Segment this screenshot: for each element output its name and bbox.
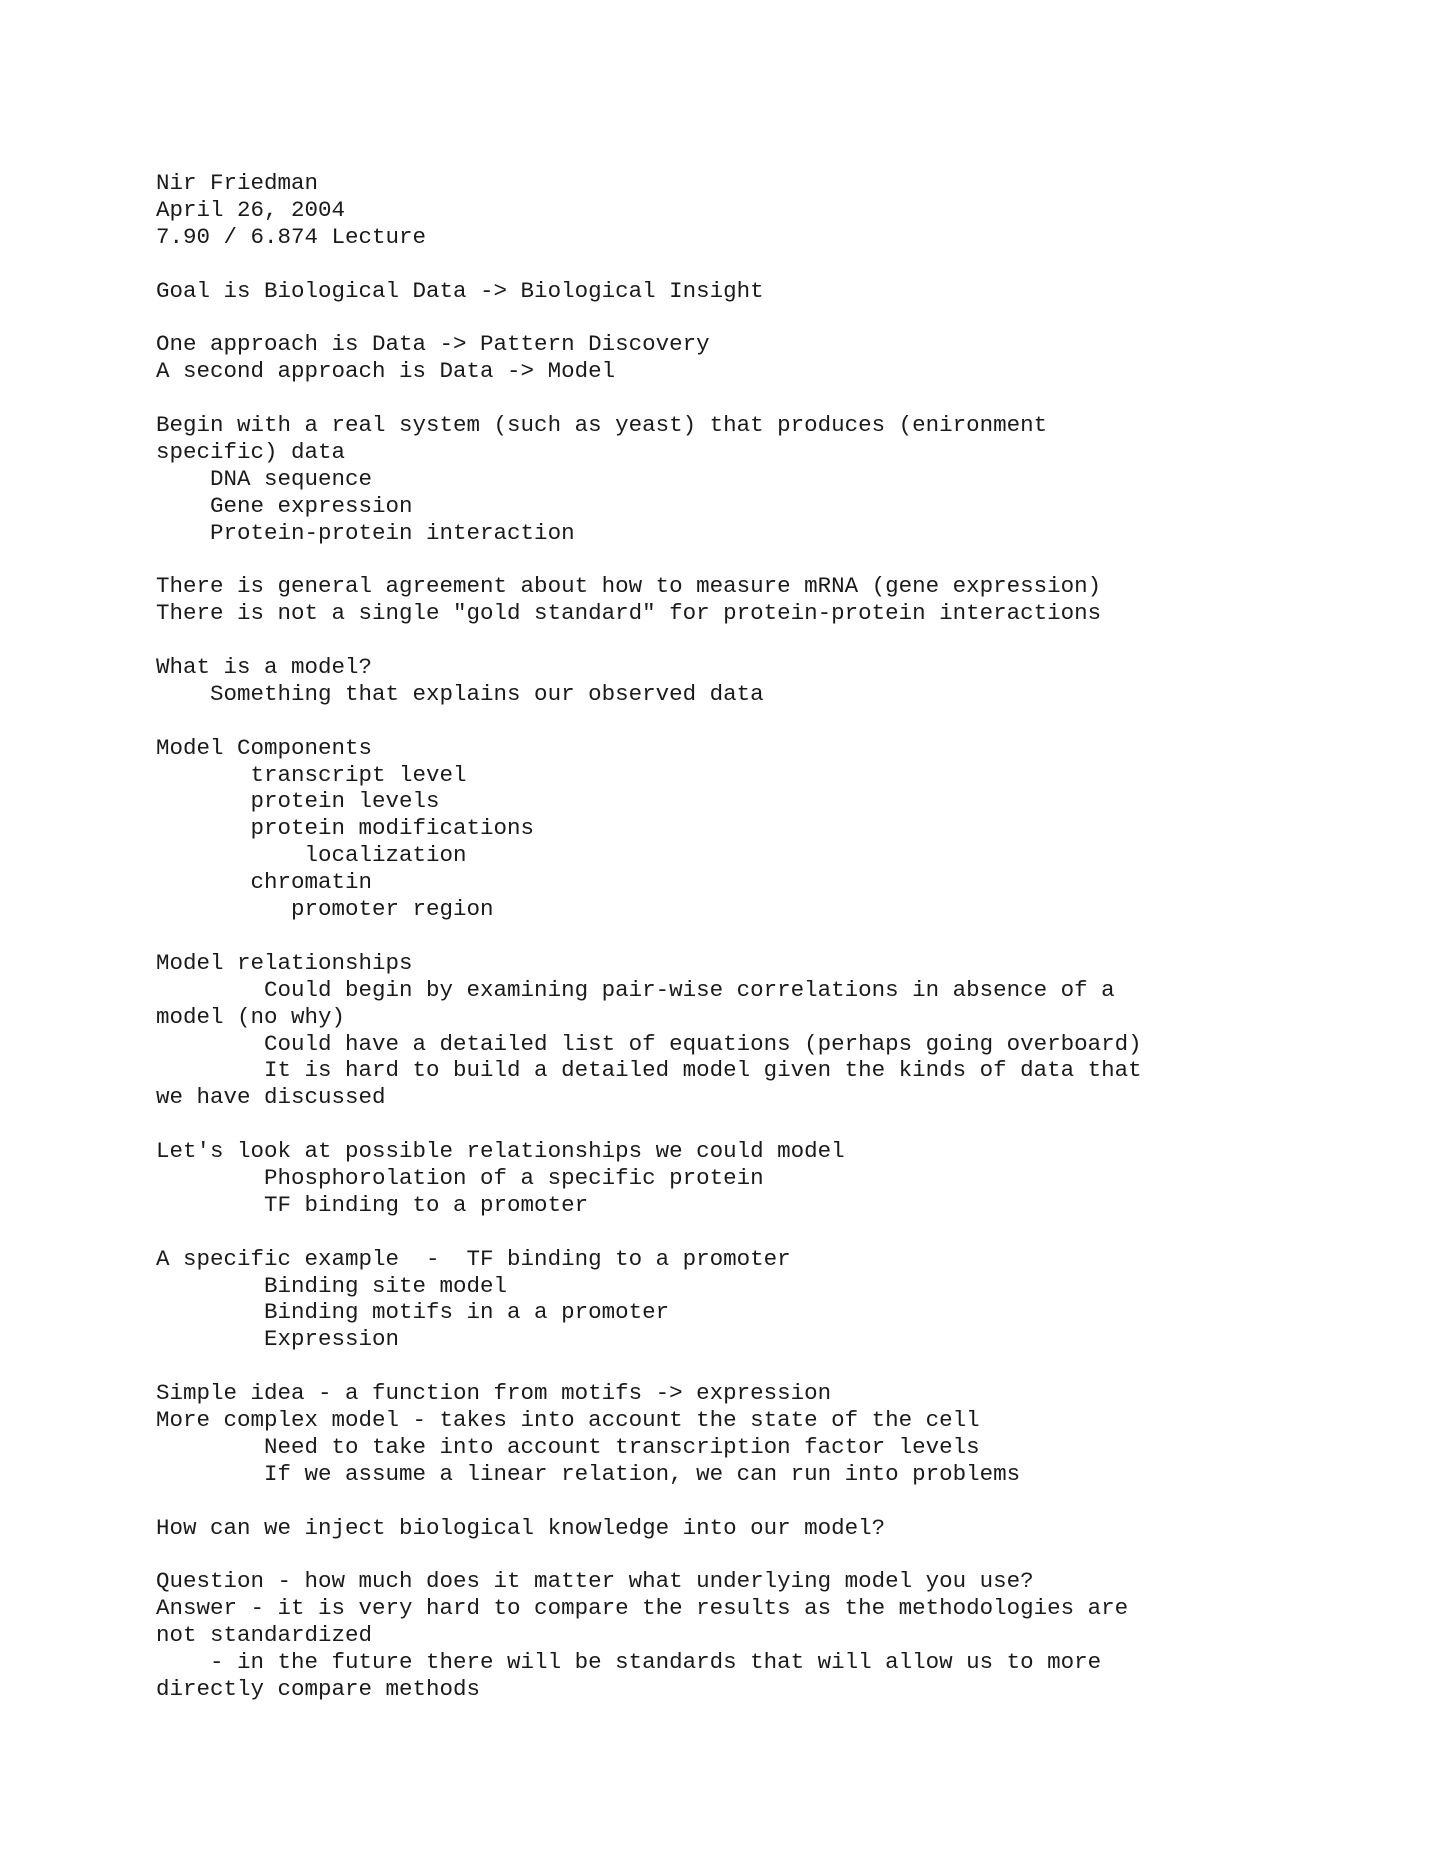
answer-line: - in the future there will be standards that will allow us to more	[156, 1648, 1102, 1675]
answer-line: directly compare methods	[156, 1675, 481, 1702]
component-item: localization	[156, 842, 467, 869]
spacer	[156, 708, 1396, 735]
component-item: promoter region	[156, 896, 494, 923]
simple-idea-line: Simple idea - a function from motifs -> expression	[156, 1380, 832, 1407]
component-item: protein levels	[156, 788, 440, 815]
complex-model-line: More complex model - takes into account the state of the cell	[156, 1406, 980, 1433]
model-question-line: What is a model?	[156, 654, 373, 681]
relationships-heading: Model relationships	[156, 949, 413, 976]
complex-model-item: Need to take into account transcription factor levels	[156, 1433, 980, 1460]
complex-model-item: If we assume a linear relation, we can run into problems	[156, 1460, 1021, 1487]
example-item: Expression	[156, 1326, 400, 1353]
goal-line: Goal is Biological Data -> Biological Insight	[156, 277, 764, 304]
relationship-line: Could begin by examining pair-wise correlations in absence of a	[156, 976, 1115, 1003]
spacer	[156, 1353, 1396, 1380]
agreement-line: There is not a single "gold standard" for protein-protein interactions	[156, 600, 1102, 627]
relationship-line: model (no why)	[156, 1003, 346, 1030]
lecture-notes-page	[156, 170, 1396, 1703]
real-system-line: specific) data	[156, 438, 346, 465]
approach-line: A second approach is Data -> Model	[156, 358, 616, 385]
data-type-item: Protein-protein interaction	[156, 519, 575, 546]
spacer	[156, 627, 1396, 654]
model-answer-line: Something that explains our observed data	[156, 680, 764, 707]
spacer	[156, 1219, 1396, 1246]
date-line: April 26, 2004	[156, 196, 346, 223]
author-line: Nir Friedman	[156, 170, 319, 196]
real-system-line: Begin with a real system (such as yeast) that produces (enironment	[156, 412, 1048, 439]
spacer	[156, 923, 1396, 950]
agreement-line: There is general agreement about how to measure mRNA (gene expression)	[156, 573, 1102, 600]
spacer	[156, 1111, 1396, 1138]
question-line: Question - how much does it matter what underlying model you use?	[156, 1568, 1034, 1595]
approach-line: One approach is Data -> Pattern Discovery	[156, 331, 710, 358]
components-heading: Model Components	[156, 734, 373, 761]
component-item: protein modifications	[156, 815, 535, 842]
component-item: transcript level	[156, 761, 467, 788]
spacer	[156, 1488, 1396, 1515]
component-item: chromatin	[156, 869, 373, 896]
example-item: Binding site model	[156, 1272, 508, 1299]
data-type-item: Gene expression	[156, 492, 413, 519]
spacer	[156, 385, 1396, 412]
inject-knowledge-line: How can we inject biological knowledge into our model?	[156, 1514, 886, 1541]
relationship-line: It is hard to build a detailed model given the kinds of data that	[156, 1057, 1142, 1084]
possible-relationships-heading: Let's look at possible relationships we could model	[156, 1138, 845, 1165]
data-type-item: DNA sequence	[156, 465, 373, 492]
answer-line: not standardized	[156, 1622, 373, 1649]
spacer	[156, 546, 1396, 573]
course-line: 7.90 / 6.874 Lecture	[156, 223, 427, 250]
answer-line: Answer - it is very hard to compare the results as the methodologies are	[156, 1595, 1129, 1622]
spacer	[156, 251, 1396, 278]
example-item: Binding motifs in a a promoter	[156, 1299, 670, 1326]
spacer	[156, 1541, 1396, 1568]
relationship-line: Could have a detailed list of equations (perhaps going overboard)	[156, 1030, 1142, 1057]
relationship-line: we have discussed	[156, 1084, 386, 1111]
example-heading: A specific example - TF binding to a promoter	[156, 1245, 791, 1272]
spacer	[156, 304, 1396, 331]
possible-relationship-item: TF binding to a promoter	[156, 1191, 589, 1218]
possible-relationship-item: Phosphorolation of a specific protein	[156, 1164, 764, 1191]
